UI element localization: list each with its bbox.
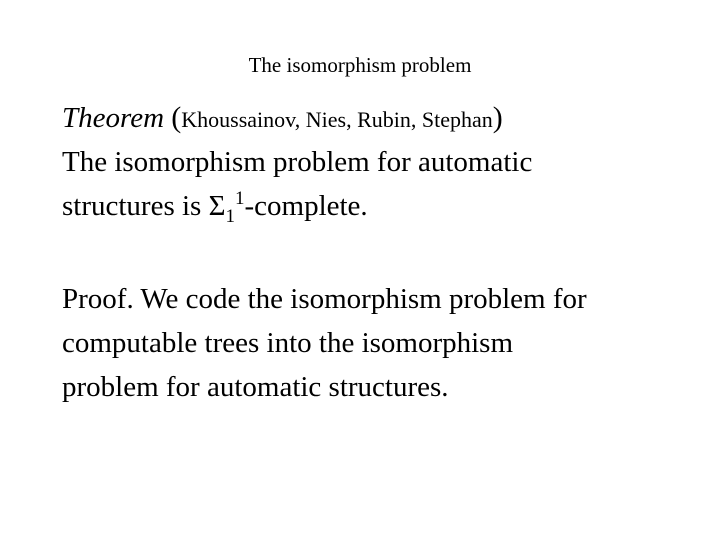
theorem-line-2-after: -complete. <box>244 190 368 222</box>
proof-line-1: Proof. We code the isomorphism problem for <box>62 283 587 315</box>
proof-line-3: problem for automatic structures. <box>62 371 449 403</box>
theorem-line-1: The isomorphism problem for automatic <box>62 146 533 178</box>
theorem-line-2-before: structures is <box>62 190 209 222</box>
sigma-superscript: 1 <box>234 188 245 209</box>
close-paren: ) <box>492 101 503 134</box>
theorem-line-2 <box>62 184 702 228</box>
theorem-authors: Khoussainov, Nies, Rubin, Stephan <box>181 107 493 132</box>
proof-line-2: computable trees into the isomorphism <box>62 327 514 359</box>
sigma-symbol: Σ <box>208 190 226 222</box>
proof-block <box>62 277 702 409</box>
theorem-heading-line <box>62 96 702 140</box>
theorem-label: Theorem <box>62 102 165 134</box>
slide-title: The isomorphism problem <box>248 53 472 77</box>
open-paren: ( <box>171 101 182 134</box>
sigma-subscript: 1 <box>225 206 235 227</box>
theorem-block <box>62 96 702 228</box>
sigma-notation <box>208 188 245 227</box>
